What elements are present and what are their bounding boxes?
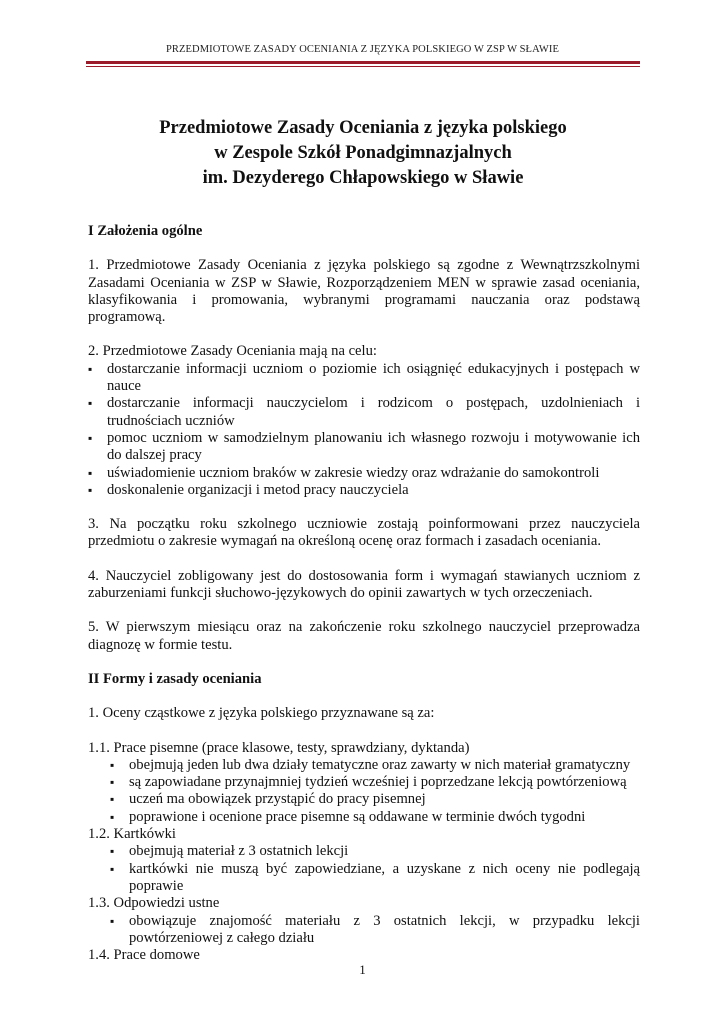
- title-line-3: im. Dezyderego Chłapowskiego w Sławie: [202, 168, 524, 188]
- list-item: ▪ uczeń ma obowiązek przystąpić do pracy pisemnej: [110, 791, 640, 808]
- section-2-heading: II Formy i zasady oceniania: [88, 670, 262, 687]
- list-item: ▪ uświadomienie uczniom braków w zakresie wiedzy oraz wdrażanie do samokontroli: [88, 465, 640, 482]
- list-item: ▪ dostarczanie informacji uczniom o poziomie ich osiągnięć edukacyjnych i postępach w nauce: [88, 361, 640, 396]
- list-item: ▪ obejmują materiał z 3 ostatnich lekcji: [110, 843, 640, 860]
- header-rule-thick: [86, 61, 640, 64]
- document-title: [86, 116, 640, 191]
- list-item: ▪ kartkówki nie muszą być zapowiedziane, a uzyskane z nich oceny nie podlegają poprawie: [110, 861, 640, 896]
- list-item: ▪ pomoc uczniom w samodzielnym planowaniu ich własnego rozwoju i motywowanie ich do dalszej pracy: [88, 430, 640, 465]
- page-number: 1: [359, 962, 366, 977]
- section-1-paragraph-5: 5. W pierwszym miesiącu oraz na zakończenie roku szkolnego nauczyciel przeprowadza diagnozę w formie testu.: [88, 619, 640, 653]
- list-item: ▪ dostarczanie informacji nauczycielom i rodzicom o postępach, uzdolnieniach i trudnościach uczniów: [88, 395, 640, 430]
- subsection-1-3: 1.3. Odpowiedzi ustne: [88, 895, 220, 912]
- subsection-1-1: 1.1. Prace pisemne (prace klasowe, testy, sprawdziany, dyktanda): [88, 739, 470, 756]
- list-item: ▪ obejmują jeden lub dwa działy tematyczne oraz zawarty w nich materiał gramatyczny: [110, 757, 640, 774]
- section-1-paragraph-4: 4. Nauczyciel zobligowany jest do dostosowania form i wymagań stawianych uczniom z zaburzeniami funkcji słuchowo-językowych do opinii zawartych w tych orzeczeniach.: [88, 567, 640, 602]
- quizzes-list: [88, 843, 640, 895]
- title-line-2: w Zespole Szkół Ponadgimnazjalnych: [214, 143, 512, 163]
- subsection-1-4: 1.4. Prace domowe: [88, 947, 200, 964]
- oral-answers-list: [88, 913, 640, 948]
- goals-list: [88, 361, 640, 499]
- title-line-1: Przedmiotowe Zasady Oceniania z języka polskiego: [159, 118, 567, 138]
- list-item: ▪ poprawione i ocenione prace pisemne są oddawane w terminie dwóch tygodni: [110, 809, 640, 826]
- section-2-paragraph-1: 1. Oceny cząstkowe z języka polskiego przyznawane są za:: [88, 705, 435, 722]
- section-1-paragraph-3: 3. Na początku roku szkolnego uczniowie zostają poinformowani przez nauczyciela przedmiotu o zakresie wymagań na określoną ocenę oraz formach i zasadach oceniania.: [88, 516, 640, 550]
- running-header: PRZEDMIOTOWE ZASADY OCENIANIA Z JĘZYKA POLSKIEGO W ZSP W SŁAWIE: [165, 44, 560, 55]
- section-1-paragraph-2-intro: 2. Przedmiotowe Zasady Oceniania mają na celu:: [88, 343, 377, 360]
- subsection-1-2: 1.2. Kartkówki: [88, 826, 176, 843]
- header-rule-thin: [86, 66, 640, 67]
- list-item: ▪ są zapowiadane przynajmniej tydzień wcześniej i poprzedzane lekcją powtórzeniową: [110, 774, 640, 791]
- section-1-heading: I Założenia ogólne: [88, 223, 203, 239]
- document-body: [88, 223, 640, 964]
- list-item: ▪ obowiązuje znajomość materiału z 3 ostatnich lekcji, w przypadku lekcji powtórzeniowej z całego działu: [110, 913, 640, 948]
- section-1-paragraph-1: 1. Przedmiotowe Zasady Oceniania z języka polskiego są zgodne z Wewnątrzszkolnymi Zasadami Oceniania w ZSP w Sławie, Rozporządzeniem MEN w sprawie zasad oceniania, klasyfikowania i promowania, wybranymi programami nauczania oraz podstawą programową.: [88, 257, 640, 326]
- written-work-list: [88, 757, 640, 826]
- list-item: ▪ doskonalenie organizacji i metod pracy nauczyciela: [88, 482, 640, 499]
